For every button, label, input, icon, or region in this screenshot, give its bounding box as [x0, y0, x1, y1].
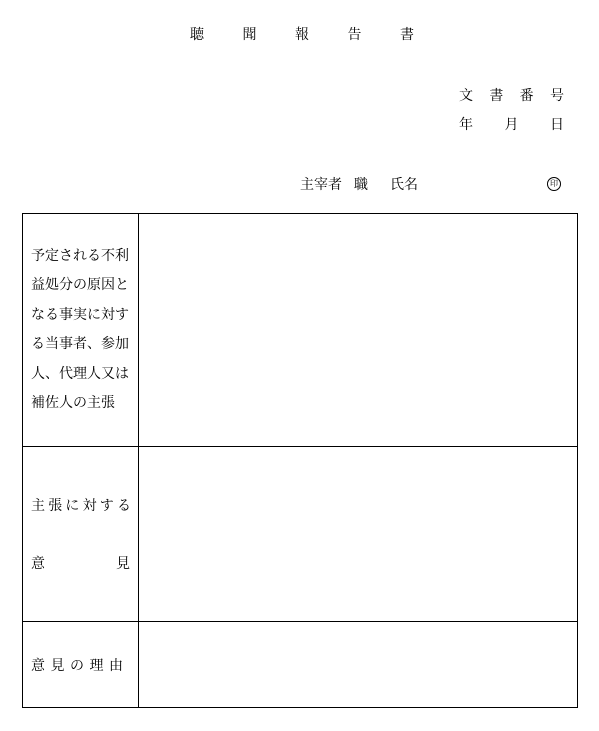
opinion-label-char: 見: [116, 556, 130, 572]
reason-label-cell: [23, 622, 139, 708]
name-label: 氏名: [390, 177, 418, 193]
opinion-label-line: [31, 553, 130, 573]
doc-number-char: 文: [459, 88, 473, 104]
title-char: 聴: [190, 27, 204, 43]
position-label: 職: [354, 177, 368, 193]
opinion-label-line: 主張に対する: [31, 498, 135, 514]
date-year-char: 年: [459, 117, 473, 133]
document-number-label: [459, 87, 564, 105]
claims-label-line: 益処分の原因と: [31, 277, 129, 293]
title-char: 報: [295, 27, 309, 43]
seal-mark-icon: 印: [547, 177, 561, 191]
date-day-char: 日: [550, 117, 564, 133]
opinion-row: [23, 447, 578, 622]
report-table: [22, 213, 578, 708]
claims-label-line: 補佐人の主張: [31, 395, 115, 411]
claims-row: [23, 214, 578, 447]
claims-label-cell: [23, 214, 139, 447]
doc-number-char: 書: [489, 88, 504, 104]
page-title: [190, 26, 414, 44]
title-char: 告: [347, 27, 362, 43]
reason-row: [23, 622, 578, 708]
claims-label-line: る当事者、参加: [31, 336, 129, 352]
title-char: 書: [400, 27, 414, 43]
claims-label-line: 予定される不利: [31, 247, 129, 264]
claims-content-cell[interactable]: [139, 214, 578, 447]
reason-label: 意見の理由: [31, 657, 129, 674]
claims-label: [23, 242, 138, 419]
claims-label-line: なる事実に対す: [31, 306, 129, 323]
opinion-label-cell: [23, 447, 139, 622]
reason-content-cell[interactable]: [139, 622, 578, 708]
opinion-content-cell[interactable]: [139, 447, 578, 622]
title-char: 聞: [242, 27, 257, 43]
opinion-label-char: 意: [31, 556, 45, 572]
claims-label-line: 人、代理人又は: [31, 365, 129, 382]
date-month-char: 月: [504, 117, 519, 133]
presiding-officer-line: [300, 176, 418, 194]
opinion-label: [23, 495, 138, 573]
date-label: [459, 116, 564, 134]
doc-number-char: 番: [519, 88, 534, 104]
presiding-officer-label: 主宰者: [300, 177, 342, 193]
doc-number-char: 号: [549, 88, 564, 104]
